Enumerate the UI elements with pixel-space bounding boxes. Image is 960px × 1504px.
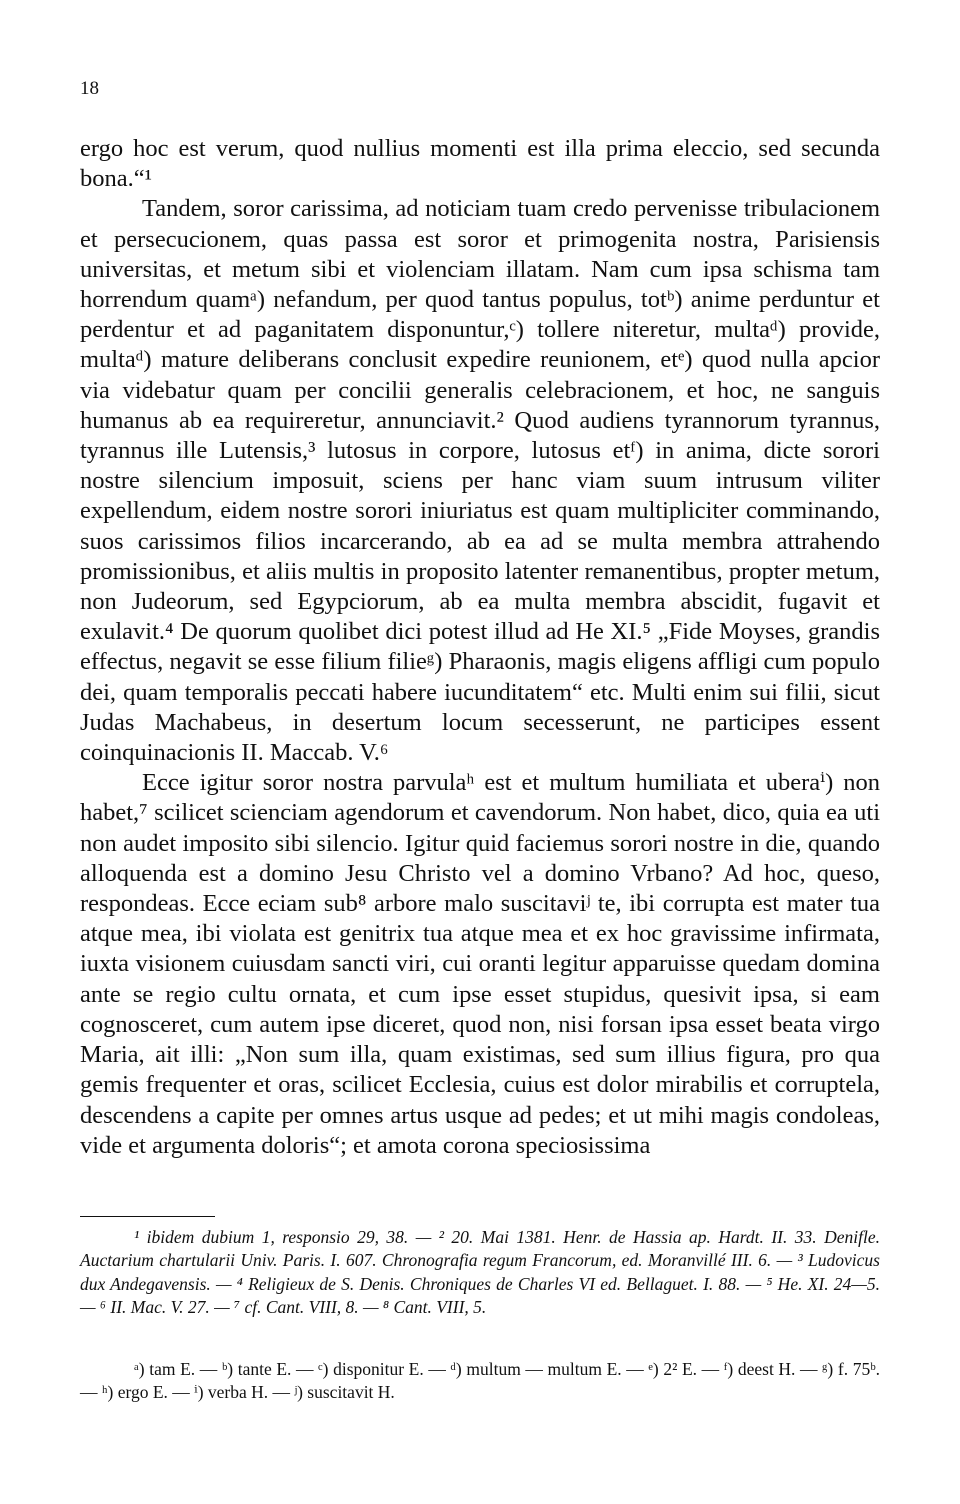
variant-footnotes-text: ᵃ) tam E. — ᵇ) tante E. — ᶜ) disponitur E. — ᵈ) multum — multum E. — ᵉ) 2² E. — ᶠ) deest H. — ᵍ) f. 75ᵇ. — ʰ) ergo E. — ⁱ) verba H. — ʲ) suscitavit H. — [80, 1359, 880, 1403]
source-footnotes — [80, 1226, 880, 1320]
main-text — [80, 134, 880, 1161]
footnote-divider — [80, 1216, 215, 1217]
paragraph-2: Tandem, soror carissima, ad noticiam tuam credo pervenisse tribulacionem et persecucionem, quas passa est soror et primogenita nostra, Parisiensis universitas, et metum sibi et violenciam illatam. Nam cum ipsa schisma tam horrendum quamᵃ) nefandum, per quod tantus populus, totᵇ) anime perduntur et perdentur et ad paganitatem disponuntur,ᶜ) tollere niteretur, multaᵈ) provide, multaᵈ) mature deliberans conclusit expedire reunionem, etᵉ) quod nulla apcior via videbatur quam per concilii generalis celebracionem, et hoc, ne sanguis humanus ab ea requireretur, annunciavit.² Quod audiens tyrannorum tyrannus, tyrannus ille Lutensis,³ lutosus in corpore, lutosus etᶠ) in anima, dicte sorori nostre silencium imposuit, sciens per hanc viam suum intrusum viliter expellendum, eidem nostre sorori iniuriatus est quam multipliciter comminando, suos carissimos filios incarcerando, ab ea ad se multa membra attrahendo promissionibus, et aliis multis in proposito latenter remanentibus, propter metum, non Judeorum, sed Egypciorum, ab ea multa membra abscidit, fugavit et exulavit.⁴ De quorum quolibet dici potest illud ad He XI.⁵ „Fide Moyses, grandis effectus, negavit se esse filium filieᵍ) Pharaonis, magis eligens affligi cum populo dei, quam temporalis peccati habere iucunditatem“ etc. Multi enim sui filii, sicut Judas Machabeus, in desertum locum secesserunt, ne participes essent coinquinacionis II. Maccab. V.⁶ — [80, 195, 880, 767]
variant-footnotes — [80, 1358, 880, 1405]
source-footnotes-text: ¹ ibidem dubium 1, responsio 29, 38. — ² 20. Mai 1381. Henr. de Hassia ap. Hardt. II. 33. Denifle. Auctarium chartularii Univ. Paris. I. 607. Chronografia regum Francorum, ed. Moranvillé III. 6. — ³ Ludovicus dux Andegavensis. — ⁴ Religieux de S. Denis. Chroniques de Charles VI ed. Bellaguet. I. 88. — ⁵ He. XI. 24—5. — ⁶ II. Mac. V. 27. — ⁷ cf. Cant. VIII, 8. — ⁸ Cant. VIII, 5. — [80, 1227, 880, 1318]
paragraph-1: ergo hoc est verum, quod nullius momenti est illa prima eleccio, sed secunda bona.“¹ — [80, 135, 880, 193]
page-number: 18 — [80, 78, 99, 99]
paragraph-3: Ecce igitur soror nostra parvulaʰ est et multum humiliata et uberaⁱ) non habet,⁷ scilicet scienciam agendorum et cavendorum. Non habet, dico, quia ea uti non audet imposito sibi silencio. Igitur quid faciemus sorori nostre in die, quando alloquenda est a domino Jesu Christo vel a domino Vrbano? Ad hoc, queso, respondeas. Ecce eciam sub⁸ arbore malo suscitaviʲ te, ibi corrupta est mater tua atque mea, ibi violata est genitrix tua atque mea et ex hoc gravissime infirmata, iuxta visionem cuiusdam sancti viri, cui oranti legitur apparuisse quedam domina ante se regio cultu ornata, et cum ipse esset stupidus, quesivit ipsa, si eam cognosceret, cum autem ipse diceret, quod non, nisi forsan ipsa esset beata virgo Maria, ait illi: „Non sum illa, quam existimas, sed sum illius figura, pro qua gemis frequenter et oras, scilicet Ecclesia, cuius est dolor mirabilis et corruptela, descendens a capite per omnes artus usque ad pedes; et ut mihi magis condoleas, vide et argumenta doloris“; et amota corona speciosissima — [80, 769, 880, 1159]
